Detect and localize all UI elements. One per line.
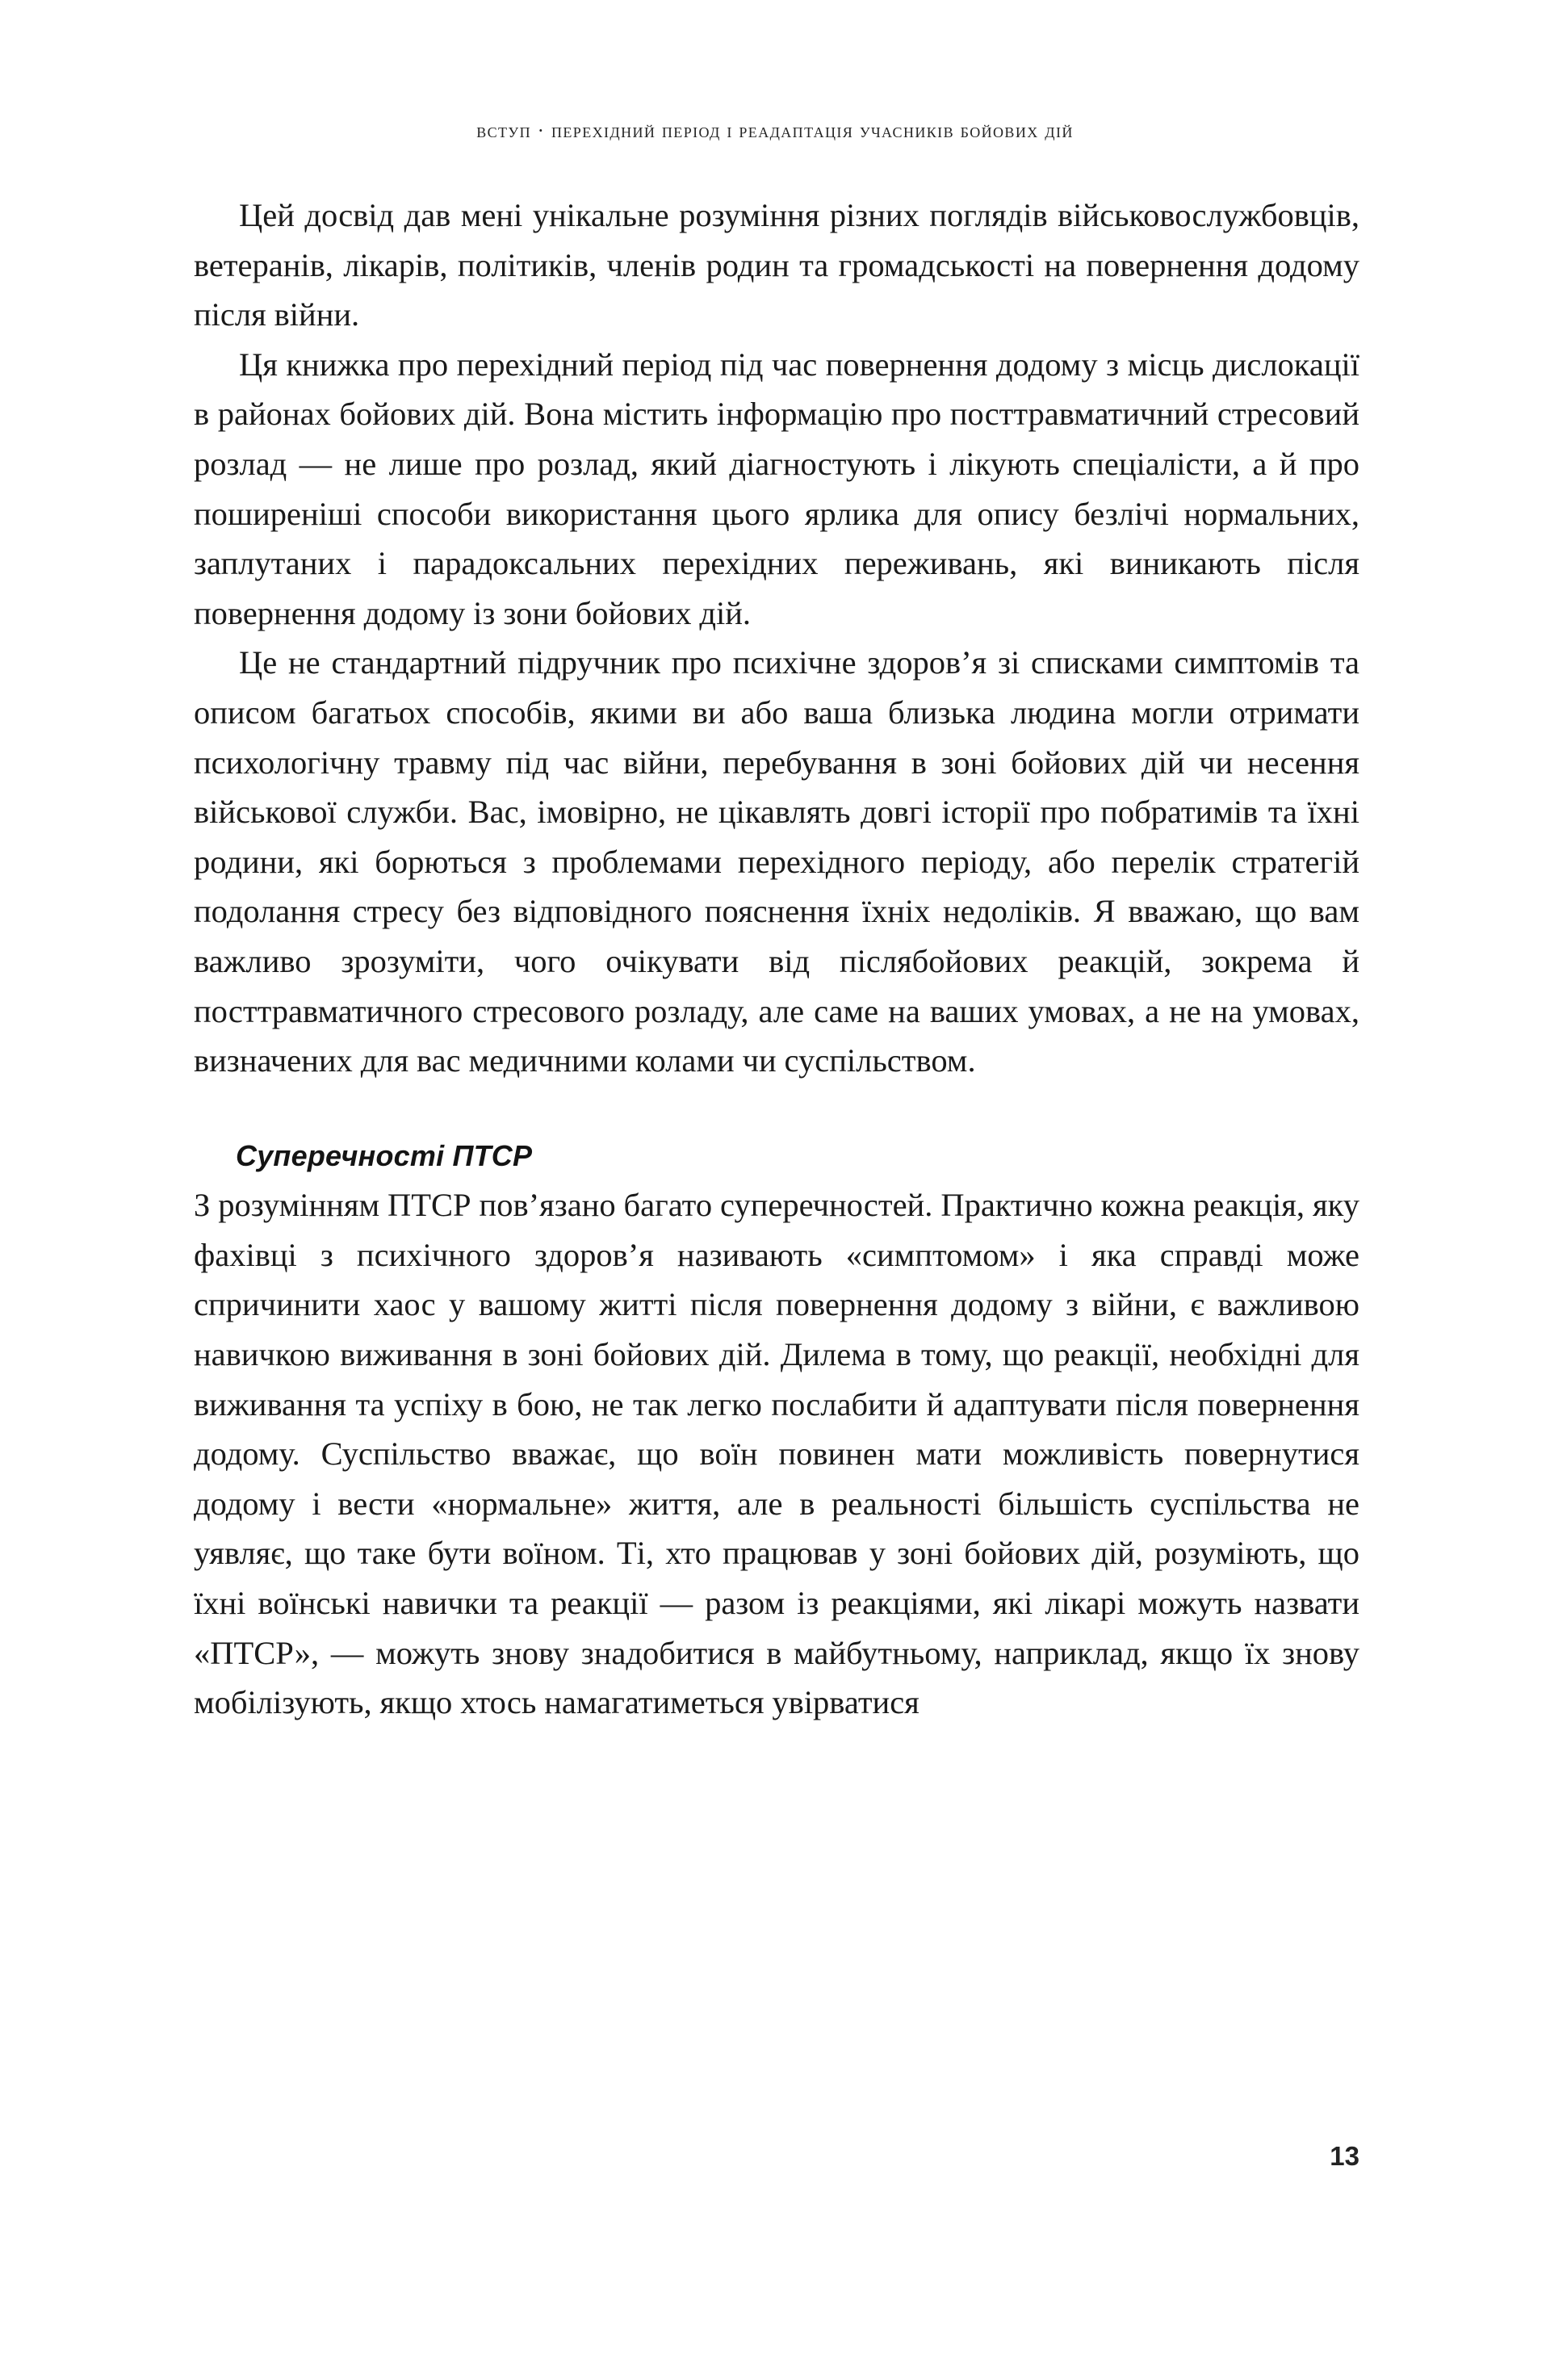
page-text-block <box>194 191 1359 1728</box>
paragraph: З розумінням ПТСР пов’язано багато суперечностей. Практично кожна реакція, яку фахівці з психічного здоров’я називають «симптомом» і яка справді може спричинити хаос у вашому житті після повернення додому з війни, є важливою навичкою виживання в зоні бойових дій. Дилема в тому, що реакції, необхідні для виживання та успіху в бою, не так легко послабити й адаптувати після повернення додому. Суспільство вважає, що воїн повинен мати можливість повернутися додому і вести «нормальне» життя, але в реальності більшість суспільства не уявляє, що таке бути воїном. Ті, хто працював у зоні бойових дій, розуміють, що їхні воїнські навички та реакції — разом із реакціями, які лікарі можуть назвати «ПТСР», — можуть знову знадобитися в майбутньому, наприклад, якщо їх знову мобілізують, якщо хтось намагатиметься увірватися <box>194 1187 1359 1721</box>
heading-spacer <box>194 1086 1359 1131</box>
section-heading: Суперечності ПТСР <box>236 1138 533 1172</box>
paragraph: Ця книжка про перехідний період під час повернення додому з місць дислокації в районах бойових дій. Вона містить інформацію про посттравматичний стресовий розлад — не лише про розлад, який діагностують і лікують спеціалісти, а й про поширеніші способи використання цього ярлика для опису безлічі нормальних, заплутаних і парадоксальних перехідних переживань, які виникають після повернення додому із зони бойових дій. <box>194 346 1359 631</box>
page-number: 13 <box>1330 2141 1359 2171</box>
running-head <box>194 119 1356 144</box>
paragraph: Це не стандартний підручник про психічне здоров’я зі списками симптомів та описом багатьох способів, якими ви або ваша близька людина могли отримати психологічну травму під час війни, перебування в зоні бойових дій чи несення військової служби. Вас, імовірно, не цікавлять довгі історії про побратимів та їхні родини, які борються з проблемами перехідного періоду, або перелік стратегій подолання стресу без відповідного пояснення їхніх недоліків. Я вважаю, що вам важливо зрозуміти, чого очікувати від післябойових реакцій, зокрема й посттравматичного стресового розладу, але саме на ваших умовах, а не на умовах, визначених для вас медичними колами чи суспільством. <box>194 644 1359 1079</box>
paragraph: Цей досвід дав мені унікальне розуміння різних поглядів військовослужбовців, ветеранів, лікарів, політиків, членів родин та громадськості на повернення додому після війни. <box>194 197 1359 333</box>
running-head-text: вступ · перехідний період і реадаптація учасників бойових дій <box>476 120 1074 142</box>
